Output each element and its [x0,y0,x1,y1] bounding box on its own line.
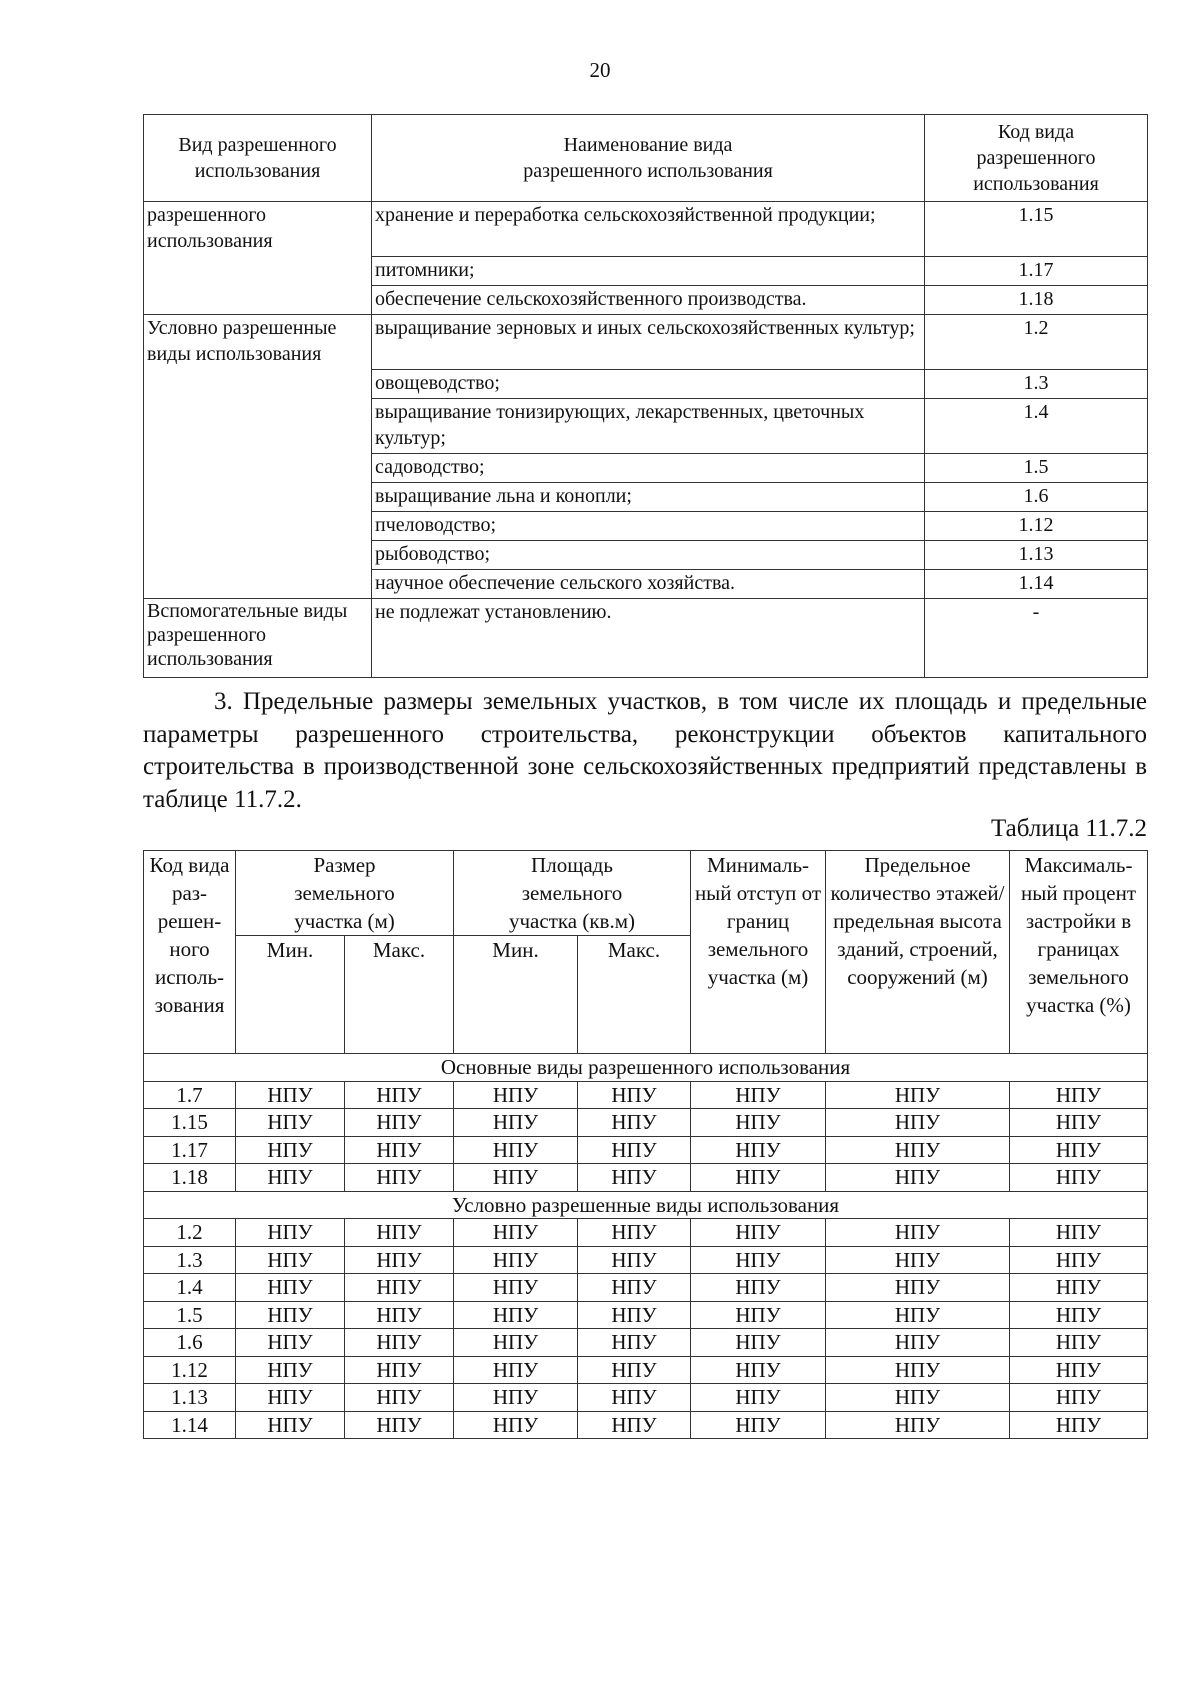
permitted-uses-table [143,114,1148,678]
table-cell: НПУ [236,1109,345,1137]
header-kind: Вид разрешенного использования [144,115,372,202]
row-code: 1.2 [144,1219,236,1247]
table-cell: НПУ [1010,1411,1148,1439]
header-code: Код вида разрешенного использования [925,115,1148,202]
table-cell: НПУ [345,1136,454,1164]
table-cell: НПУ [345,1356,454,1384]
table-cell: НПУ [578,1246,691,1274]
table-cell: НПУ [826,1329,1010,1357]
row-code: 1.18 [144,1164,236,1192]
row-code: 1.12 [144,1356,236,1384]
use-name: овощеводство; [372,370,925,399]
use-code: 1.13 [925,541,1148,570]
table-cell: НПУ [1010,1246,1148,1274]
table-cell: НПУ [1010,1301,1148,1329]
table-cell: НПУ [345,1164,454,1192]
table-row [144,1246,1148,1274]
row-code: 1.4 [144,1274,236,1302]
table-cell: НПУ [691,1329,826,1357]
header-size-max: Макс. [345,936,454,1054]
section-title: Условно разрешенные виды использования [144,1191,1148,1219]
table-cell: НПУ [578,1274,691,1302]
table-cell: НПУ [345,1109,454,1137]
header-plot-area: Площадь земельного участка (кв.м) [454,851,691,936]
parameters-table-body [144,1054,1148,1439]
table-cell: НПУ [578,1356,691,1384]
table-cell: НПУ [345,1301,454,1329]
table-cell: НПУ [1010,1274,1148,1302]
table-cell: НПУ [236,1301,345,1329]
row-code: 1.15 [144,1109,236,1137]
table-cell: НПУ [345,1246,454,1274]
table-cell: НПУ [236,1164,345,1192]
use-code: 1.14 [925,570,1148,599]
use-code: 1.4 [925,399,1148,454]
table-cell: НПУ [454,1246,578,1274]
header-max-floors: Предельное количество этажей/ предельная высота зданий, строений, сооружений (м) [826,851,1010,1054]
table-cell: НПУ [1010,1329,1148,1357]
header-area-min: Мин. [454,936,578,1054]
table-cell: НПУ [691,1356,826,1384]
row-code: 1.3 [144,1246,236,1274]
table-cell: НПУ [691,1081,826,1109]
table-cell: НПУ [454,1136,578,1164]
table-cell: НПУ [826,1109,1010,1137]
table-caption: Таблица 11.7.2 [991,815,1147,842]
table-cell: НПУ [1010,1219,1148,1247]
paragraph-text: 3. Предельные размеры земельных участков, в том числе их площадь и предельные параметры разрешенного строительства, реконструкции объектов капитального строительства в производственной зоне сельскохозяйственных предприятий представлены в таблице 11.7.2. [143,688,1147,813]
table-cell: НПУ [826,1246,1010,1274]
table-cell: НПУ [826,1219,1010,1247]
header-plot-size: Размер земельного участка (м) [236,851,454,936]
table-row [144,1274,1148,1302]
section-title: Основные виды разрешенного использования [144,1054,1148,1082]
table-row [144,1356,1148,1384]
table-cell: НПУ [691,1301,826,1329]
table-cell: НПУ [1010,1109,1148,1137]
table-cell: НПУ [454,1411,578,1439]
table-cell: НПУ [236,1081,345,1109]
table-cell: НПУ [236,1219,345,1247]
use-name: садоводство; [372,454,925,483]
header-area-max: Макс. [578,936,691,1054]
table-cell: НПУ [345,1219,454,1247]
table-cell: НПУ [691,1164,826,1192]
table-row [144,1329,1148,1357]
group-label: Вспомогательные виды разрешенного использования [144,599,372,678]
table-cell: НПУ [578,1329,691,1357]
table-cell: НПУ [236,1136,345,1164]
table-cell: НПУ [454,1356,578,1384]
table-cell: НПУ [691,1109,826,1137]
use-name: питомники; [372,257,925,286]
table-cell: НПУ [236,1411,345,1439]
table-row [144,1164,1148,1192]
table-cell: НПУ [454,1219,578,1247]
page-number: 20 [589,58,611,82]
group-label: Условно разрешенные виды использования [144,315,372,599]
table-cell: НПУ [578,1109,691,1137]
use-code: 1.2 [925,315,1148,370]
table-cell: НПУ [236,1274,345,1302]
table-row [144,1301,1148,1329]
use-name: не подлежат установлению. [372,599,925,678]
table-cell: НПУ [345,1384,454,1412]
use-name: выращивание льна и конопли; [372,483,925,512]
table-cell: НПУ [454,1384,578,1412]
table-cell: НПУ [826,1356,1010,1384]
row-code: 1.17 [144,1136,236,1164]
header-min-offset: Минималь- ный отступ от границ земельного участка (м) [691,851,826,1054]
table-cell: НПУ [345,1329,454,1357]
parameters-table [143,850,1148,1439]
row-code: 1.5 [144,1301,236,1329]
table-cell: НПУ [454,1164,578,1192]
table-cell: НПУ [345,1274,454,1302]
table-cell: НПУ [1010,1356,1148,1384]
table-cell: НПУ [826,1384,1010,1412]
row-code: 1.13 [144,1384,236,1412]
table-cell: НПУ [454,1274,578,1302]
use-name: научное обеспечение сельского хозяйства. [372,570,925,599]
use-name: выращивание тонизирующих, лекарственных, цветочных культур; [372,399,925,454]
table-cell: НПУ [578,1219,691,1247]
table-cell: НПУ [578,1164,691,1192]
header-size-min: Мин. [236,936,345,1054]
table-cell: НПУ [236,1246,345,1274]
table-cell: НПУ [345,1411,454,1439]
table-cell: НПУ [691,1219,826,1247]
table-cell: НПУ [826,1411,1010,1439]
use-code: 1.17 [925,257,1148,286]
table-cell: НПУ [1010,1384,1148,1412]
use-name: пчеловодство; [372,512,925,541]
table-cell: НПУ [691,1384,826,1412]
use-name: хранение и переработка сельскохозяйственной продукции; [372,202,925,257]
table-cell: НПУ [826,1301,1010,1329]
use-code: 1.5 [925,454,1148,483]
table-cell: НПУ [454,1329,578,1357]
table-cell: НПУ [826,1136,1010,1164]
group-label: разрешенного использования [144,202,372,315]
header-code: Код вида раз- решен- ного исполь- зования [144,851,236,1054]
table-cell: НПУ [454,1109,578,1137]
table-cell: НПУ [578,1081,691,1109]
table-cell: НПУ [578,1384,691,1412]
use-code: 1.6 [925,483,1148,512]
table-cell: НПУ [1010,1164,1148,1192]
table-row [144,1411,1148,1439]
row-code: 1.6 [144,1329,236,1357]
use-code: 1.12 [925,512,1148,541]
table-cell: НПУ [454,1301,578,1329]
table-cell: НПУ [236,1356,345,1384]
use-code: - [925,599,1148,678]
use-name: рыбоводство; [372,541,925,570]
use-code: 1.15 [925,202,1148,257]
table-cell: НПУ [578,1136,691,1164]
use-name: обеспечение сельскохозяйственного производства. [372,286,925,315]
header-name: Наименование вида разрешенного использования [372,115,925,202]
table-cell: НПУ [826,1274,1010,1302]
table-cell: НПУ [691,1274,826,1302]
table-cell: НПУ [691,1246,826,1274]
row-code: 1.14 [144,1411,236,1439]
header-max-coverage: Максималь- ный процент застройки в границах земельного участка (%) [1010,851,1148,1054]
table-cell: НПУ [1010,1081,1148,1109]
table-cell: НПУ [1010,1136,1148,1164]
table-cell: НПУ [578,1301,691,1329]
table-cell: НПУ [345,1081,454,1109]
table-cell: НПУ [454,1081,578,1109]
table-cell: НПУ [826,1081,1010,1109]
table-cell: НПУ [236,1384,345,1412]
row-code: 1.7 [144,1081,236,1109]
use-code: 1.18 [925,286,1148,315]
table-row [144,1136,1148,1164]
table-cell: НПУ [236,1329,345,1357]
table-row [144,1384,1148,1412]
table-row [144,1109,1148,1137]
table-cell: НПУ [691,1411,826,1439]
table-row [144,1219,1148,1247]
table-cell: НПУ [826,1164,1010,1192]
table-cell: НПУ [691,1136,826,1164]
table-row [144,1081,1148,1109]
table-cell: НПУ [578,1411,691,1439]
use-name: выращивание зерновых и иных сельскохозяйственных культур; [372,315,925,370]
use-code: 1.3 [925,370,1148,399]
